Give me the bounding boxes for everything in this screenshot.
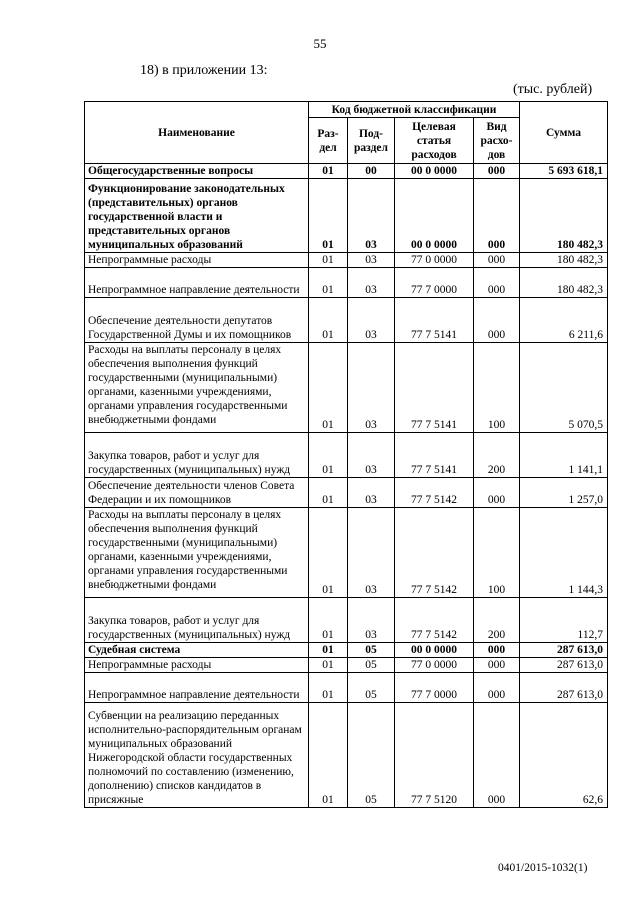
row-razdel-cell: 01 bbox=[309, 268, 348, 298]
row-name-cell: Расходы на выплаты персоналу в целях обеспечения выполнения функций государственными (муниципальными) органами, казенными учреждениями, органами управления государственными внебюджетными фондами bbox=[85, 508, 309, 598]
row-podrazdel-cell: 03 bbox=[348, 268, 395, 298]
row-name-cell: Непрограммное направление деятельности bbox=[85, 673, 309, 703]
row-razdel-cell: 01 bbox=[309, 703, 348, 808]
row-sum-cell: 6 211,6 bbox=[520, 298, 608, 343]
row-podrazdel-cell: 03 bbox=[348, 298, 395, 343]
table-row bbox=[85, 658, 608, 673]
row-target-cell: 77 7 0000 bbox=[395, 673, 474, 703]
row-razdel-cell: 01 bbox=[309, 253, 348, 268]
row-podrazdel-cell: 03 bbox=[348, 343, 395, 433]
row-podrazdel-cell: 03 bbox=[348, 433, 395, 478]
row-razdel-cell: 01 bbox=[309, 343, 348, 433]
row-sum-cell: 5 070,5 bbox=[520, 343, 608, 433]
row-target-cell: 77 7 5142 bbox=[395, 508, 474, 598]
row-sum-cell: 287 613,0 bbox=[520, 643, 608, 658]
table-row bbox=[85, 673, 608, 703]
row-sum-cell: 180 482,3 bbox=[520, 179, 608, 253]
row-sum-cell: 1 144,3 bbox=[520, 508, 608, 598]
table-row bbox=[85, 643, 608, 658]
row-vid-cell: 000 bbox=[474, 643, 520, 658]
row-target-cell: 00 0 0000 bbox=[395, 164, 474, 179]
row-razdel-cell: 01 bbox=[309, 164, 348, 179]
row-name-cell: Непрограммные расходы bbox=[85, 658, 309, 673]
row-razdel-cell: 01 bbox=[309, 658, 348, 673]
row-sum-cell: 1 141,1 bbox=[520, 433, 608, 478]
row-vid-cell: 200 bbox=[474, 433, 520, 478]
row-vid-cell: 000 bbox=[474, 253, 520, 268]
row-sum-cell: 1 257,0 bbox=[520, 478, 608, 508]
row-target-cell: 77 7 5120 bbox=[395, 703, 474, 808]
row-target-cell: 77 0 0000 bbox=[395, 658, 474, 673]
row-target-cell: 77 7 5141 bbox=[395, 298, 474, 343]
row-name-cell: Непрограммные расходы bbox=[85, 253, 309, 268]
row-vid-cell: 100 bbox=[474, 343, 520, 433]
row-razdel-cell: 01 bbox=[309, 298, 348, 343]
row-target-cell: 00 0 0000 bbox=[395, 643, 474, 658]
row-name-cell: Общегосударственные вопросы bbox=[85, 164, 309, 179]
row-target-cell: 00 0 0000 bbox=[395, 179, 474, 253]
budget-table bbox=[84, 101, 608, 808]
footer-code: 0401/2015-1032(1) bbox=[498, 862, 588, 874]
row-vid-cell: 000 bbox=[474, 298, 520, 343]
header-sum: Сумма bbox=[520, 102, 608, 164]
intro-text: 18) в приложении 13: bbox=[140, 63, 268, 78]
row-sum-cell: 180 482,3 bbox=[520, 268, 608, 298]
row-razdel-cell: 01 bbox=[309, 598, 348, 643]
row-vid-cell: 000 bbox=[474, 673, 520, 703]
row-razdel-cell: 01 bbox=[309, 433, 348, 478]
table-row bbox=[85, 164, 608, 179]
header-razdel: Раз-дел bbox=[309, 118, 348, 164]
table-row bbox=[85, 343, 608, 433]
table-body bbox=[85, 164, 608, 808]
row-name-cell: Судебная система bbox=[85, 643, 309, 658]
row-vid-cell: 000 bbox=[474, 179, 520, 253]
table-row bbox=[85, 433, 608, 478]
header-classification-group: Код бюджетной классификации bbox=[309, 102, 520, 118]
row-target-cell: 77 7 5142 bbox=[395, 598, 474, 643]
header-name: Наименование bbox=[85, 102, 309, 164]
row-name-cell: Непрограммное направление деятельности bbox=[85, 268, 309, 298]
row-razdel-cell: 01 bbox=[309, 478, 348, 508]
row-podrazdel-cell: 03 bbox=[348, 598, 395, 643]
table-row bbox=[85, 268, 608, 298]
table-row bbox=[85, 703, 608, 808]
table-row bbox=[85, 508, 608, 598]
row-podrazdel-cell: 05 bbox=[348, 703, 395, 808]
row-podrazdel-cell: 03 bbox=[348, 508, 395, 598]
units-label: (тыс. рублей) bbox=[513, 82, 593, 97]
row-target-cell: 77 7 5142 bbox=[395, 478, 474, 508]
row-vid-cell: 100 bbox=[474, 508, 520, 598]
table-row bbox=[85, 253, 608, 268]
row-sum-cell: 287 613,0 bbox=[520, 658, 608, 673]
row-sum-cell: 180 482,3 bbox=[520, 253, 608, 268]
row-name-cell: Функционирование законодательных (представительных) органов государственной власти и представительных органов муниципальных образований bbox=[85, 179, 309, 253]
table-row bbox=[85, 598, 608, 643]
row-podrazdel-cell: 05 bbox=[348, 658, 395, 673]
row-vid-cell: 200 bbox=[474, 598, 520, 643]
header-podrazdel: Под-раздел bbox=[348, 118, 395, 164]
row-razdel-cell: 01 bbox=[309, 508, 348, 598]
row-name-cell: Закупка товаров, работ и услуг для государственных (муниципальных) нужд bbox=[85, 598, 309, 643]
row-target-cell: 77 0 0000 bbox=[395, 253, 474, 268]
row-podrazdel-cell: 05 bbox=[348, 673, 395, 703]
row-razdel-cell: 01 bbox=[309, 673, 348, 703]
row-name-cell: Расходы на выплаты персоналу в целях обеспечения выполнения функций государственными (муниципальными) органами, казенными учреждениями, органами управления государственными внебюджетными фондами bbox=[85, 343, 309, 433]
header-target: Целевая статья расходов bbox=[395, 118, 474, 164]
row-sum-cell: 5 693 618,1 bbox=[520, 164, 608, 179]
row-target-cell: 77 7 5141 bbox=[395, 343, 474, 433]
row-name-cell: Закупка товаров, работ и услуг для государственных (муниципальных) нужд bbox=[85, 433, 309, 478]
row-podrazdel-cell: 05 bbox=[348, 643, 395, 658]
row-podrazdel-cell: 03 bbox=[348, 179, 395, 253]
row-sum-cell: 287 613,0 bbox=[520, 673, 608, 703]
row-podrazdel-cell: 03 bbox=[348, 478, 395, 508]
row-sum-cell: 62,6 bbox=[520, 703, 608, 808]
row-vid-cell: 000 bbox=[474, 703, 520, 808]
row-podrazdel-cell: 00 bbox=[348, 164, 395, 179]
row-vid-cell: 000 bbox=[474, 268, 520, 298]
table-row bbox=[85, 478, 608, 508]
row-sum-cell: 112,7 bbox=[520, 598, 608, 643]
table-row bbox=[85, 179, 608, 253]
row-name-cell: Обеспечение деятельности депутатов Государственной Думы и их помощников bbox=[85, 298, 309, 343]
header-vid: Вид расхо-дов bbox=[474, 118, 520, 164]
row-name-cell: Обеспечение деятельности членов Совета Федерации и их помощников bbox=[85, 478, 309, 508]
row-podrazdel-cell: 03 bbox=[348, 253, 395, 268]
row-vid-cell: 000 bbox=[474, 658, 520, 673]
row-vid-cell: 000 bbox=[474, 478, 520, 508]
row-razdel-cell: 01 bbox=[309, 643, 348, 658]
page-number: 55 bbox=[313, 36, 327, 51]
row-vid-cell: 000 bbox=[474, 164, 520, 179]
row-name-cell: Субвенции на реализацию переданных исполнительно-распорядительным органам муниципальных образований Нижегородской области государственных полномочий по составлению (изменению, дополнению) списков кандидатов в присяжные bbox=[85, 703, 309, 808]
row-target-cell: 77 7 0000 bbox=[395, 268, 474, 298]
row-target-cell: 77 7 5141 bbox=[395, 433, 474, 478]
row-razdel-cell: 01 bbox=[309, 179, 348, 253]
table-row bbox=[85, 298, 608, 343]
